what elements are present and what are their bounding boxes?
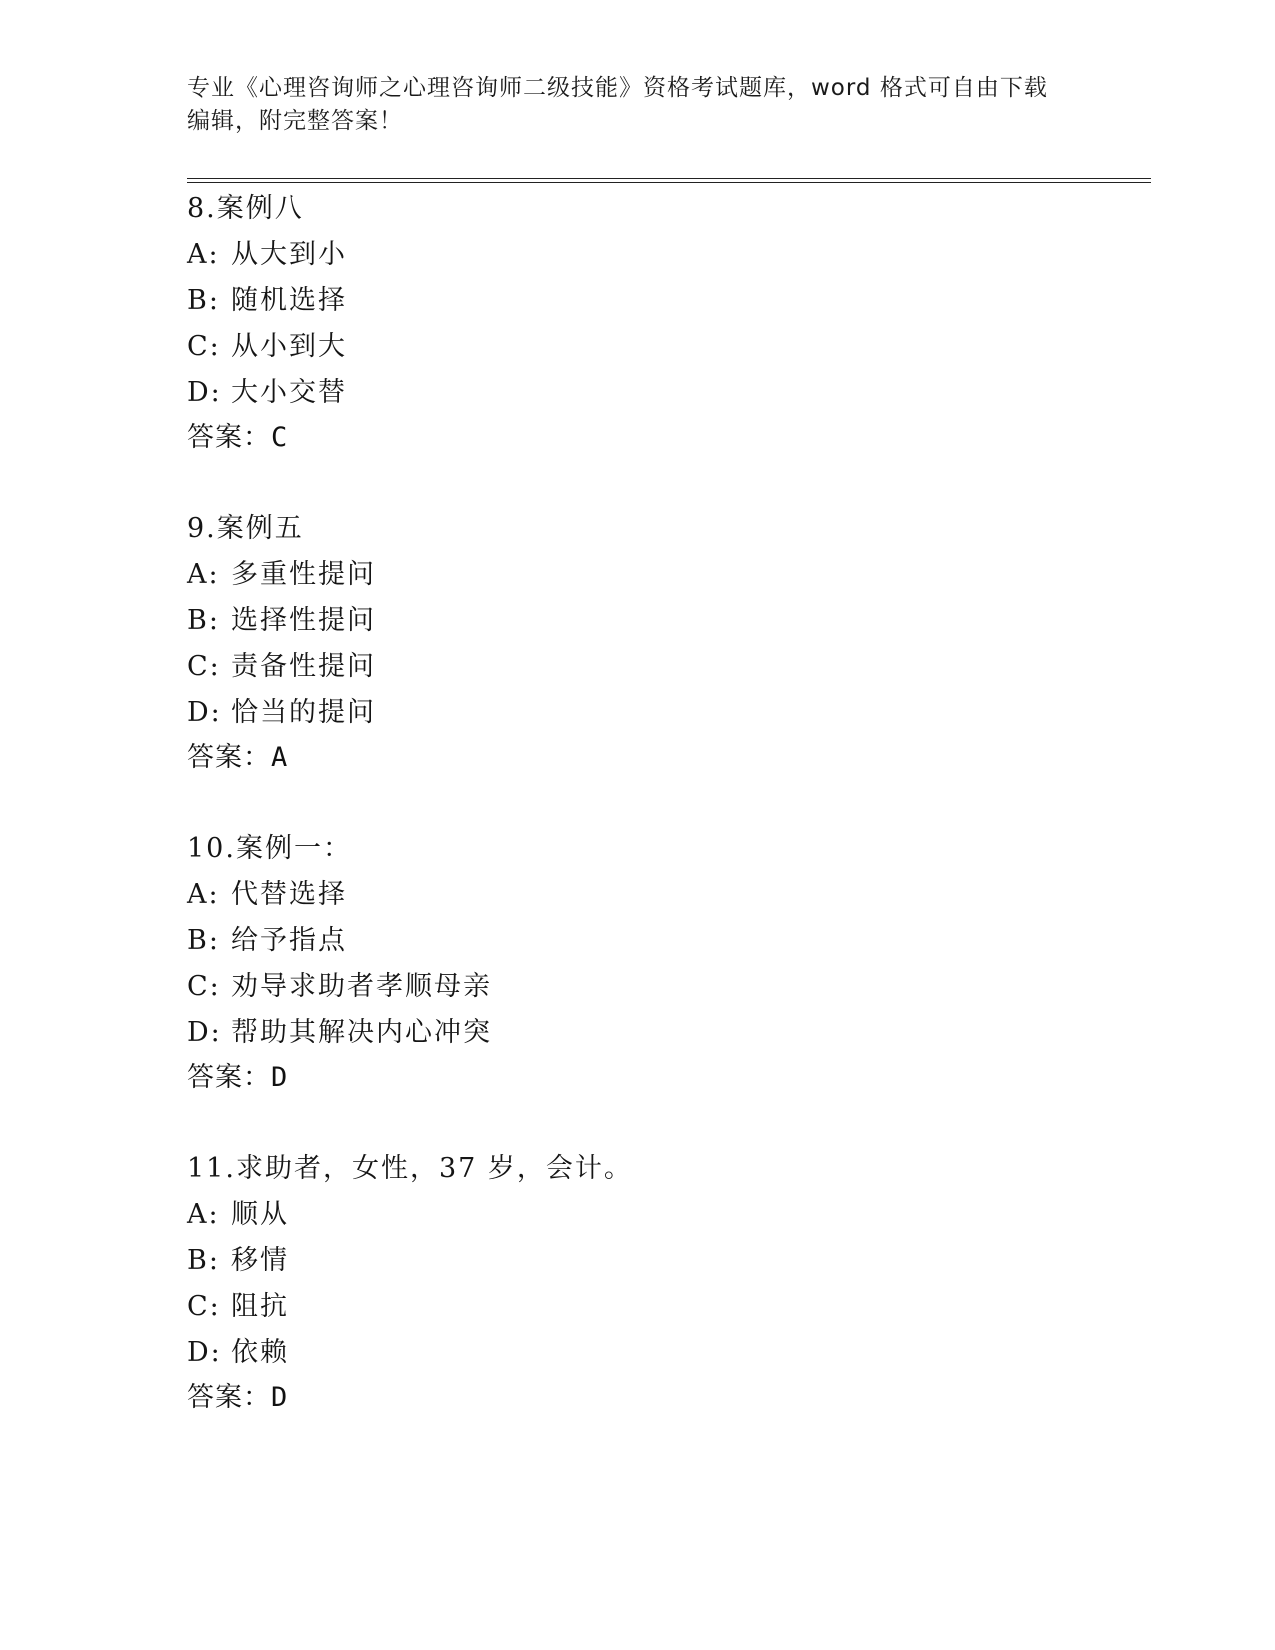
- option-text: 顺从: [231, 1199, 289, 1230]
- option-b: [187, 924, 347, 958]
- question-list: [187, 188, 1147, 1468]
- question-item: [187, 508, 1147, 828]
- answer-label: 答案：: [187, 1062, 271, 1093]
- option-a: [187, 238, 347, 272]
- header-divider-bottom: [187, 182, 1151, 183]
- option-label: A:: [187, 879, 220, 910]
- answer-value: A: [271, 742, 289, 773]
- answer-line: [187, 1060, 288, 1096]
- document-header: [187, 72, 1087, 138]
- option-c: [187, 330, 347, 364]
- option-text: 从大到小: [231, 239, 347, 270]
- option-label: C:: [187, 331, 221, 362]
- question-item: [187, 828, 1147, 1148]
- option-a: [187, 878, 347, 912]
- option-label: B:: [187, 285, 220, 316]
- option-a: [187, 1198, 289, 1232]
- option-text: 多重性提问: [231, 559, 376, 590]
- option-b: [187, 1244, 289, 1278]
- question-item: [187, 188, 1147, 508]
- option-text: 随机选择: [231, 285, 347, 316]
- option-label: C:: [187, 971, 221, 1002]
- header-line-2: 编辑，附完整答案！: [187, 108, 403, 134]
- answer-line: [187, 420, 288, 456]
- option-text: 给予指点: [231, 925, 347, 956]
- option-label: B:: [187, 925, 220, 956]
- option-label: A:: [187, 239, 220, 270]
- answer-label: 答案：: [187, 422, 271, 453]
- option-label: B:: [187, 1245, 220, 1276]
- option-text: 阻抗: [231, 1291, 289, 1322]
- option-d: [187, 1336, 289, 1370]
- option-text: 从小到大: [231, 331, 347, 362]
- option-text: 依赖: [231, 1337, 289, 1368]
- option-text: 恰当的提问: [231, 697, 376, 728]
- option-label: B:: [187, 605, 220, 636]
- option-b: [187, 284, 347, 318]
- answer-label: 答案：: [187, 1382, 271, 1413]
- option-c: [187, 1290, 289, 1324]
- option-text: 帮助其解决内心冲突: [231, 1017, 492, 1048]
- header-divider-top: [187, 178, 1151, 179]
- option-label: C:: [187, 1291, 221, 1322]
- option-a: [187, 558, 376, 592]
- option-label: D:: [187, 1337, 222, 1368]
- answer-value: D: [271, 1382, 289, 1413]
- answer-value: D: [271, 1062, 289, 1093]
- option-label: C:: [187, 651, 221, 682]
- option-d: [187, 696, 376, 730]
- option-label: D:: [187, 377, 222, 408]
- question-title: 8.案例八: [187, 193, 304, 224]
- answer-line: [187, 1380, 288, 1416]
- option-text: 劝导求助者孝顺母亲: [231, 971, 492, 1002]
- option-d: [187, 376, 347, 410]
- option-text: 选择性提问: [231, 605, 376, 636]
- answer-line: [187, 740, 288, 776]
- answer-value: C: [271, 422, 289, 453]
- header-line-1: 专业《心理咨询师之心理咨询师二级技能》资格考试题库，word 格式可自由下载: [187, 75, 1048, 101]
- option-label: D:: [187, 697, 222, 728]
- question-title: 10.案例一：: [187, 833, 352, 864]
- option-c: [187, 970, 492, 1004]
- option-text: 责备性提问: [231, 651, 376, 682]
- option-b: [187, 604, 376, 638]
- option-label: D:: [187, 1017, 222, 1048]
- option-label: A:: [187, 559, 220, 590]
- option-text: 代替选择: [231, 879, 347, 910]
- answer-label: 答案：: [187, 742, 271, 773]
- question-title: 11.求助者，女性，37 岁，会计。: [187, 1153, 633, 1184]
- option-d: [187, 1016, 492, 1050]
- option-c: [187, 650, 376, 684]
- option-label: A:: [187, 1199, 220, 1230]
- option-text: 大小交替: [231, 377, 347, 408]
- question-item: [187, 1148, 1147, 1468]
- option-text: 移情: [231, 1245, 289, 1276]
- question-title: 9.案例五: [187, 513, 304, 544]
